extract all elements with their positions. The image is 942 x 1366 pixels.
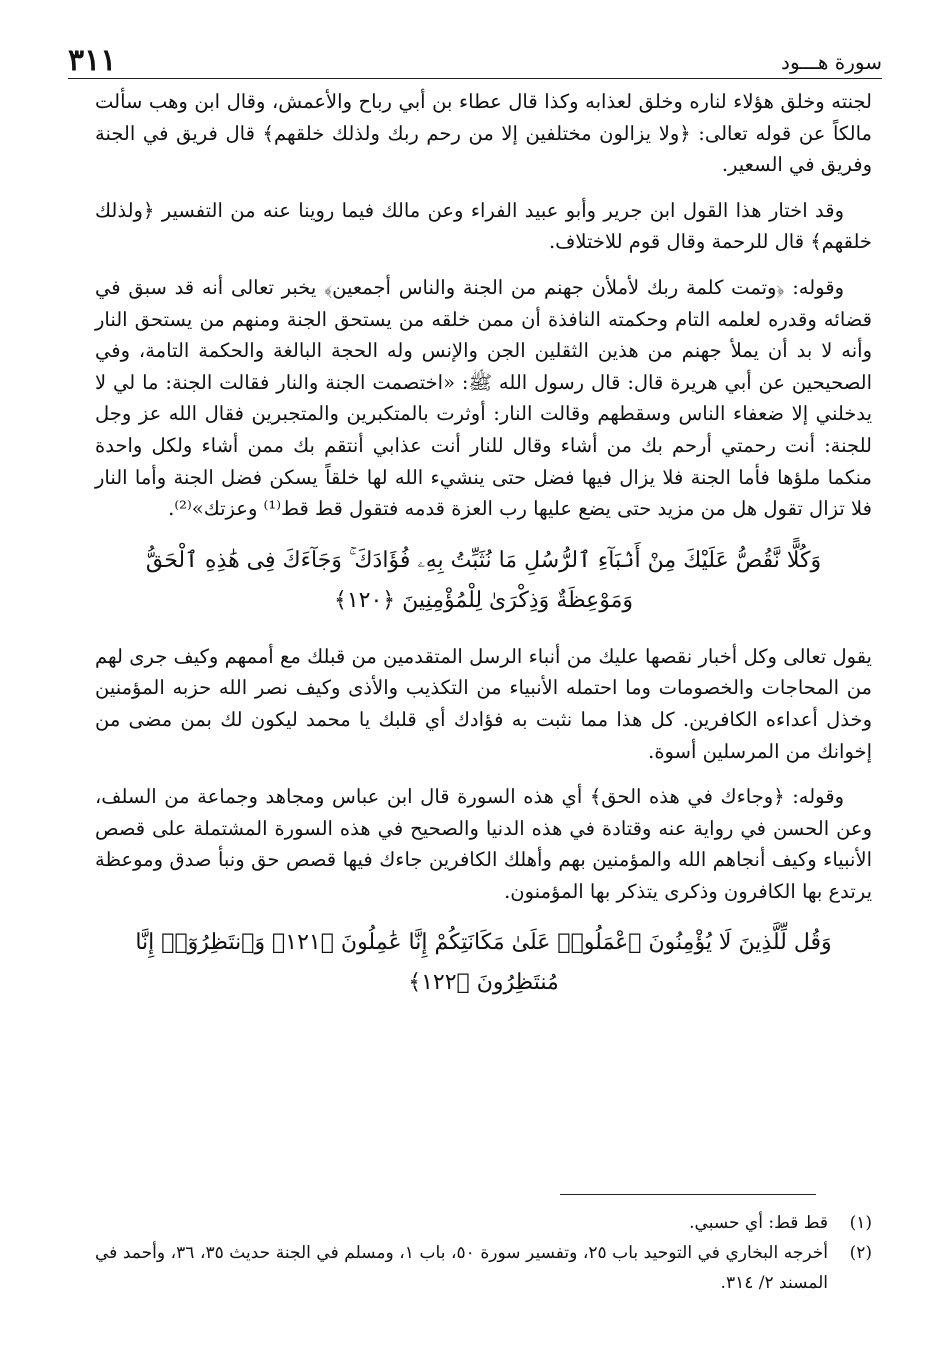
- footnote-2: [95, 1238, 872, 1298]
- paragraph-5: وقوله: ﴿وجاءك في هذه الحق﴾ أي هذه السورة قال ابن عباس ومجاهد وجماعة من السلف، وعن الحسن في رواية عنه وقتادة في هذه الدنيا والصحيح في هذه السورة المشتملة على قصص الأنبياء وكيف أنجاهم الله والمؤمنين بهم وأهلك الكافرين جاءك فيها قصص حق ونبأ صدق وموعظة يرتدع بها الكافرون وذكرى يتذكر بها المؤمنون.: [95, 785, 872, 903]
- footnote-number: (١): [849, 1213, 872, 1233]
- page-number: ٣١١: [68, 43, 117, 78]
- paragraph-2: وقد اختار هذا القول ابن جرير وأبو عبيد الفراء وعن مالك فيما روينا عنه من التفسير ﴿ولذلك خلقهم﴾ قال للرحمة وقال قوم للاختلاف.: [95, 198, 872, 254]
- quran-verse-120: وَكُلًّا نَّقُصُّ عَلَيْكَ مِنْ أَنۢبَآءِ ٱلرُّسُلِ مَا نُثَبِّتُ بِهِۦ فُؤَادَكَ ۚ وَجَآءَكَ فِى هَٰذِهِ ٱلْحَقُّ وَمَوْعِظَةٌ وَذِكْرَىٰ لِلْمُؤْمِنِينَ ﴿١٢٠﴾: [145, 547, 822, 613]
- page-body: [95, 86, 872, 1023]
- footnotes: [95, 1208, 872, 1298]
- quran-verse-121-122: وَقُل لِّلَّذِينَ لَا يُؤْمِنُونَ ٱعْمَلُوا۟ عَلَىٰ مَكَانَتِكُمْ إِنَّا عَٰمِلُونَ ﴿١٢١﴾ وَٱنتَظِرُوٓا۟ إِنَّا مُنتَظِرُونَ ﴿١٢٢﴾: [135, 930, 832, 996]
- surah-title: سورة هـــود: [781, 50, 882, 74]
- footnote-divider: [560, 1194, 816, 1195]
- paragraph-3: وقوله: ﴿وتمت كلمة ربك لأملأن جهنم من الجنة والناس أجمعين﴾ يخبر تعالى أنه قد سبق في قضائه وقدره لعلمه التام وحكمته النافذة أن ممن خلقه من يستحق الجنة ومنهم من يستحق النار وأنه لا بد أن يملأ جهنم من هذين الثقلين الجن والإنس وله الحجة البالغة والحكمة التامة، وفي الصحيحين عن أبي هريرة قال: قال رسول الله ﷺ: «اختصمت الجنة والنار فقالت الجنة: ما لي لا يدخلني إلا ضعفاء الناس وسقطهم وقالت النار: أوثرت بالمتكبرين والمتجبرين فقال الله عز وجل للجنة: أنت رحمتي أرحم بك من أشاء وقال للنار أنت عذابي أنتقم بك ممن أشاء ولكل واحدة منكما ملؤها فأما الجنة فلا يزال فيها فضل حتى ينشيء الله لها خلقاً يسكن فضل الجنة وأما النار فلا تزال تقول هل من مزيد حتى يضع عليها رب العزة قدمه فتقول قط قط⁽¹⁾ وعزتك»⁽²⁾.: [95, 275, 872, 521]
- footnote-number: (٢): [849, 1243, 872, 1263]
- paragraph-1: لجنته وخلق هؤلاء لناره وخلق لعذابه وكذا قال عطاء بن أبي رباح والأعمش، وقال ابن وهب سألت مالكاً عن قوله تعالى: ﴿ولا يزالون مختلفين إلا من رحم ربك ولذلك خلقهم﴾ قال فريق في الجنة وفريق في السعير.: [95, 90, 872, 177]
- footnote-text: أخرجه البخاري في التوحيد باب ٢٥، وتفسير سورة ٥٠، باب ١، ومسلم في الجنة حديث ٣٥، ٣٦، وأحمد في المسند ٢/ ٣١٤.: [95, 1243, 829, 1293]
- footnote-1: [95, 1208, 872, 1238]
- paragraph-4: يقول تعالى وكل أخبار نقصها عليك من أنباء الرسل المتقدمين من قبلك مع أممهم وكيف جرى لهم من المحاجات والخصومات وما احتمله الأنبياء من التكذيب والأذى وكيف نصر الله حزبه المؤمنين وخذل أعداءه الكافرين. كل هذا مما نثبت به فؤادك أي قلبك يا محمد ليكون لك بمن مضى من إخوانك من المرسلين أسوة.: [95, 644, 872, 763]
- page-header: [68, 42, 882, 79]
- footnote-text: قط قط: أي حسبي.: [689, 1213, 828, 1233]
